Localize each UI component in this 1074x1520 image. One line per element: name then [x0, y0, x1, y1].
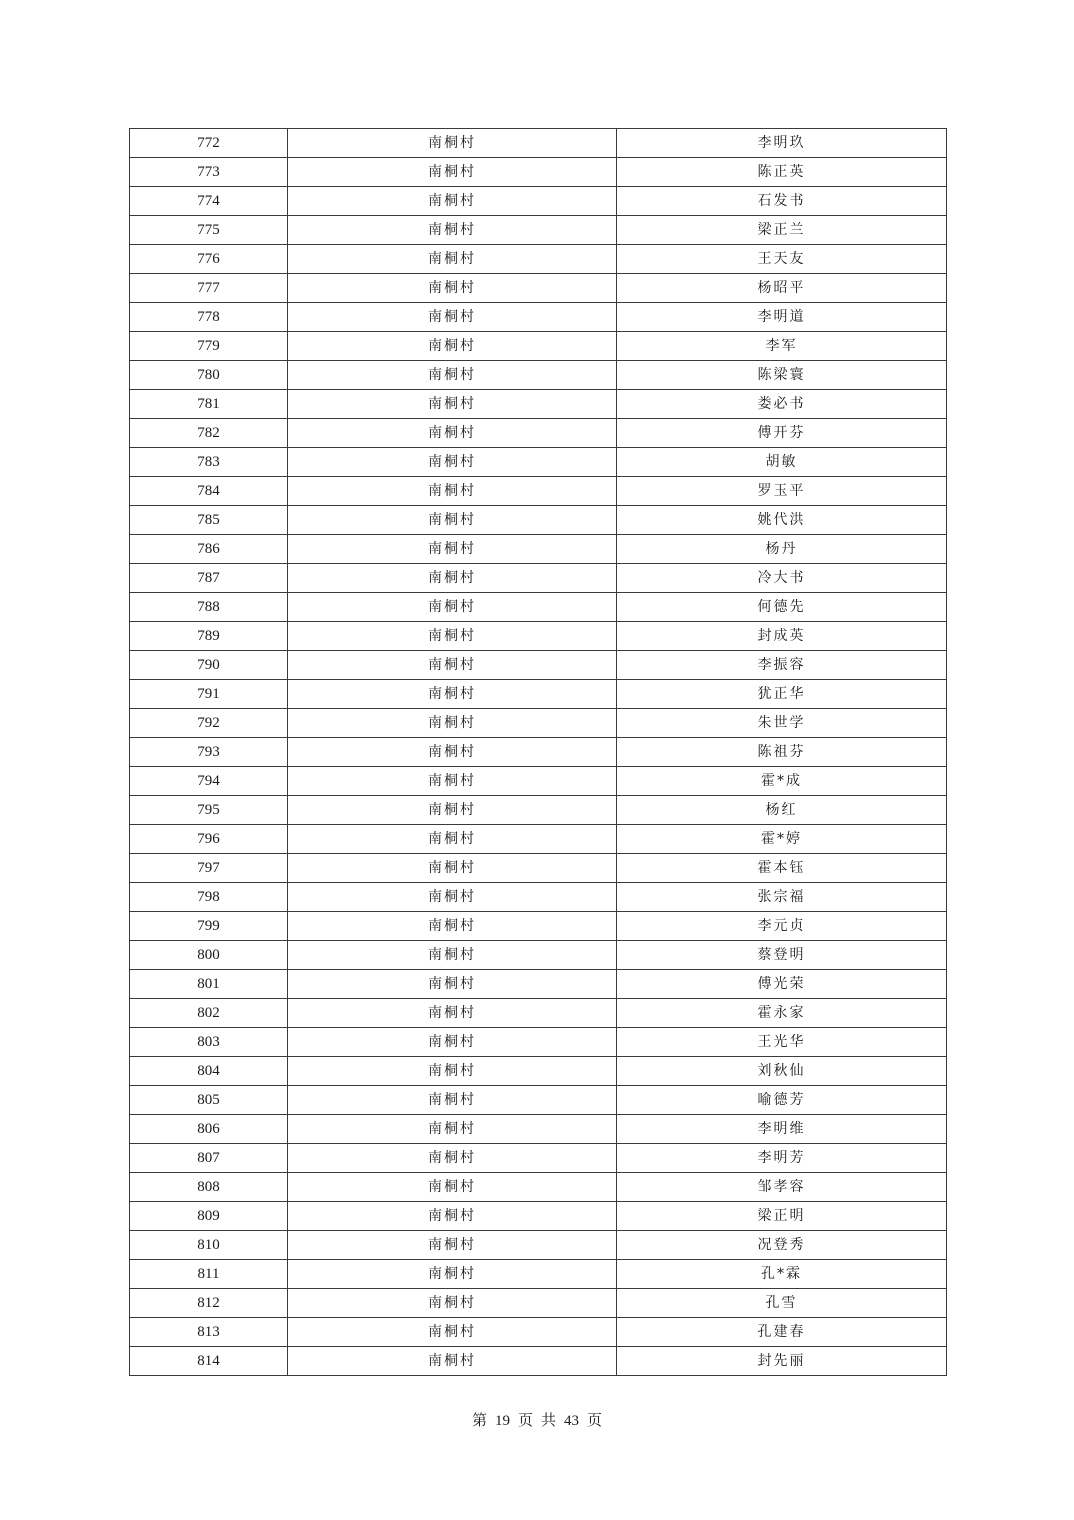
table-row [130, 1086, 947, 1115]
cell-name: 孔*霖 [617, 1260, 947, 1289]
cell-name: 霍永家 [617, 999, 947, 1028]
table-row [130, 1260, 947, 1289]
cell-number: 800 [130, 941, 288, 970]
cell-name: 李振容 [617, 651, 947, 680]
cell-number: 788 [130, 593, 288, 622]
footer-total-word: 共 [541, 1411, 557, 1429]
cell-village: 南桐村 [288, 1318, 617, 1347]
cell-number: 772 [130, 129, 288, 158]
cell-number: 805 [130, 1086, 288, 1115]
cell-name: 孔建春 [617, 1318, 947, 1347]
cell-name: 罗玉平 [617, 477, 947, 506]
cell-village: 南桐村 [288, 274, 617, 303]
cell-name: 李明道 [617, 303, 947, 332]
cell-village: 南桐村 [288, 883, 617, 912]
cell-name: 封成英 [617, 622, 947, 651]
cell-number: 803 [130, 1028, 288, 1057]
cell-village: 南桐村 [288, 1028, 617, 1057]
roster-table [129, 128, 947, 1376]
cell-number: 784 [130, 477, 288, 506]
cell-name: 李元贞 [617, 912, 947, 941]
cell-name: 张宗福 [617, 883, 947, 912]
cell-number: 775 [130, 216, 288, 245]
cell-name: 犹正华 [617, 680, 947, 709]
cell-name: 梁正明 [617, 1202, 947, 1231]
cell-name: 石发书 [617, 187, 947, 216]
cell-village: 南桐村 [288, 941, 617, 970]
table-row [130, 564, 947, 593]
cell-village: 南桐村 [288, 796, 617, 825]
cell-number: 790 [130, 651, 288, 680]
cell-number: 779 [130, 332, 288, 361]
table-row [130, 767, 947, 796]
table-row [130, 158, 947, 187]
table-row [130, 854, 947, 883]
cell-name: 杨红 [617, 796, 947, 825]
table-row [130, 216, 947, 245]
cell-number: 781 [130, 390, 288, 419]
cell-number: 813 [130, 1318, 288, 1347]
cell-number: 774 [130, 187, 288, 216]
cell-number: 796 [130, 825, 288, 854]
table-row [130, 970, 947, 999]
table-row [130, 709, 947, 738]
cell-village: 南桐村 [288, 448, 617, 477]
cell-village: 南桐村 [288, 506, 617, 535]
cell-number: 795 [130, 796, 288, 825]
cell-number: 793 [130, 738, 288, 767]
table-row [130, 825, 947, 854]
table-row [130, 1202, 947, 1231]
table-row [130, 651, 947, 680]
table-row [130, 187, 947, 216]
cell-village: 南桐村 [288, 187, 617, 216]
footer-prefix: 第 [471, 1411, 487, 1429]
table-row [130, 941, 947, 970]
table-row [130, 593, 947, 622]
cell-number: 773 [130, 158, 288, 187]
cell-number: 780 [130, 361, 288, 390]
cell-number: 794 [130, 767, 288, 796]
cell-name: 刘秋仙 [617, 1057, 947, 1086]
cell-name: 傅开芬 [617, 419, 947, 448]
cell-number: 792 [130, 709, 288, 738]
cell-name: 霍*婷 [617, 825, 947, 854]
table-row [130, 1318, 947, 1347]
footer-current-page: 19 [494, 1413, 510, 1429]
cell-number: 786 [130, 535, 288, 564]
cell-name: 朱世学 [617, 709, 947, 738]
table-row [130, 1173, 947, 1202]
cell-village: 南桐村 [288, 1115, 617, 1144]
cell-name: 王光华 [617, 1028, 947, 1057]
cell-village: 南桐村 [288, 1260, 617, 1289]
cell-name: 喻德芳 [617, 1086, 947, 1115]
cell-number: 810 [130, 1231, 288, 1260]
cell-name: 孔雪 [617, 1289, 947, 1318]
table-row [130, 796, 947, 825]
cell-name: 何德先 [617, 593, 947, 622]
cell-number: 787 [130, 564, 288, 593]
cell-village: 南桐村 [288, 477, 617, 506]
table-row [130, 506, 947, 535]
cell-name: 傅光荣 [617, 970, 947, 999]
cell-name: 陈正英 [617, 158, 947, 187]
table-row [130, 448, 947, 477]
cell-number: 777 [130, 274, 288, 303]
cell-name: 李明玖 [617, 129, 947, 158]
cell-number: 785 [130, 506, 288, 535]
cell-village: 南桐村 [288, 767, 617, 796]
cell-number: 797 [130, 854, 288, 883]
cell-name: 胡敏 [617, 448, 947, 477]
table-row [130, 390, 947, 419]
cell-name: 李明芳 [617, 1144, 947, 1173]
cell-name: 陈祖芬 [617, 738, 947, 767]
table-row [130, 1057, 947, 1086]
cell-number: 808 [130, 1173, 288, 1202]
cell-number: 789 [130, 622, 288, 651]
cell-village: 南桐村 [288, 303, 617, 332]
footer-suffix: 页 [587, 1411, 603, 1429]
table-row [130, 245, 947, 274]
cell-name: 封先丽 [617, 1347, 947, 1376]
table-row [130, 361, 947, 390]
cell-village: 南桐村 [288, 709, 617, 738]
cell-number: 799 [130, 912, 288, 941]
cell-village: 南桐村 [288, 216, 617, 245]
cell-number: 791 [130, 680, 288, 709]
cell-number: 806 [130, 1115, 288, 1144]
cell-number: 807 [130, 1144, 288, 1173]
cell-village: 南桐村 [288, 1289, 617, 1318]
cell-village: 南桐村 [288, 129, 617, 158]
cell-village: 南桐村 [288, 158, 617, 187]
cell-village: 南桐村 [288, 1144, 617, 1173]
table-row [130, 883, 947, 912]
cell-number: 814 [130, 1347, 288, 1376]
cell-village: 南桐村 [288, 1086, 617, 1115]
table-row [130, 1289, 947, 1318]
cell-number: 812 [130, 1289, 288, 1318]
cell-village: 南桐村 [288, 245, 617, 274]
cell-number: 804 [130, 1057, 288, 1086]
table-row [130, 332, 947, 361]
table-row [130, 477, 947, 506]
cell-village: 南桐村 [288, 593, 617, 622]
cell-village: 南桐村 [288, 1057, 617, 1086]
cell-number: 811 [130, 1260, 288, 1289]
cell-number: 798 [130, 883, 288, 912]
cell-name: 杨丹 [617, 535, 947, 564]
cell-village: 南桐村 [288, 361, 617, 390]
cell-number: 801 [130, 970, 288, 999]
table-row [130, 303, 947, 332]
cell-village: 南桐村 [288, 680, 617, 709]
table-row [130, 419, 947, 448]
cell-number: 782 [130, 419, 288, 448]
cell-village: 南桐村 [288, 1347, 617, 1376]
cell-number: 802 [130, 999, 288, 1028]
cell-name: 梁正兰 [617, 216, 947, 245]
cell-village: 南桐村 [288, 825, 617, 854]
cell-name: 李明维 [617, 1115, 947, 1144]
cell-village: 南桐村 [288, 912, 617, 941]
footer-total-pages: 43 [564, 1413, 580, 1429]
cell-village: 南桐村 [288, 854, 617, 883]
table-row [130, 129, 947, 158]
table-row [130, 1144, 947, 1173]
cell-name: 况登秀 [617, 1231, 947, 1260]
page-footer [0, 1408, 1074, 1433]
cell-village: 南桐村 [288, 622, 617, 651]
footer-page-word: 页 [517, 1411, 533, 1429]
cell-number: 783 [130, 448, 288, 477]
cell-name: 蔡登明 [617, 941, 947, 970]
table-row [130, 535, 947, 564]
roster-table-body [130, 129, 947, 1376]
cell-name: 王天友 [617, 245, 947, 274]
cell-number: 809 [130, 1202, 288, 1231]
table-row [130, 912, 947, 941]
cell-name: 姚代洪 [617, 506, 947, 535]
table-row [130, 680, 947, 709]
table-row [130, 1231, 947, 1260]
cell-name: 霍本钰 [617, 854, 947, 883]
table-row [130, 1028, 947, 1057]
cell-name: 李军 [617, 332, 947, 361]
cell-name: 陈梁寰 [617, 361, 947, 390]
cell-name: 霍*成 [617, 767, 947, 796]
cell-village: 南桐村 [288, 332, 617, 361]
cell-name: 冷大书 [617, 564, 947, 593]
cell-village: 南桐村 [288, 1202, 617, 1231]
cell-name: 娄必书 [617, 390, 947, 419]
cell-name: 邹孝容 [617, 1173, 947, 1202]
table-row [130, 1115, 947, 1144]
cell-village: 南桐村 [288, 651, 617, 680]
cell-village: 南桐村 [288, 564, 617, 593]
table-row [130, 1347, 947, 1376]
cell-village: 南桐村 [288, 970, 617, 999]
cell-number: 778 [130, 303, 288, 332]
cell-village: 南桐村 [288, 999, 617, 1028]
cell-name: 杨昭平 [617, 274, 947, 303]
table-row [130, 999, 947, 1028]
table-row [130, 274, 947, 303]
cell-village: 南桐村 [288, 738, 617, 767]
cell-village: 南桐村 [288, 535, 617, 564]
table-row [130, 738, 947, 767]
cell-village: 南桐村 [288, 1173, 617, 1202]
cell-number: 776 [130, 245, 288, 274]
cell-village: 南桐村 [288, 419, 617, 448]
cell-village: 南桐村 [288, 1231, 617, 1260]
table-row [130, 622, 947, 651]
cell-village: 南桐村 [288, 390, 617, 419]
